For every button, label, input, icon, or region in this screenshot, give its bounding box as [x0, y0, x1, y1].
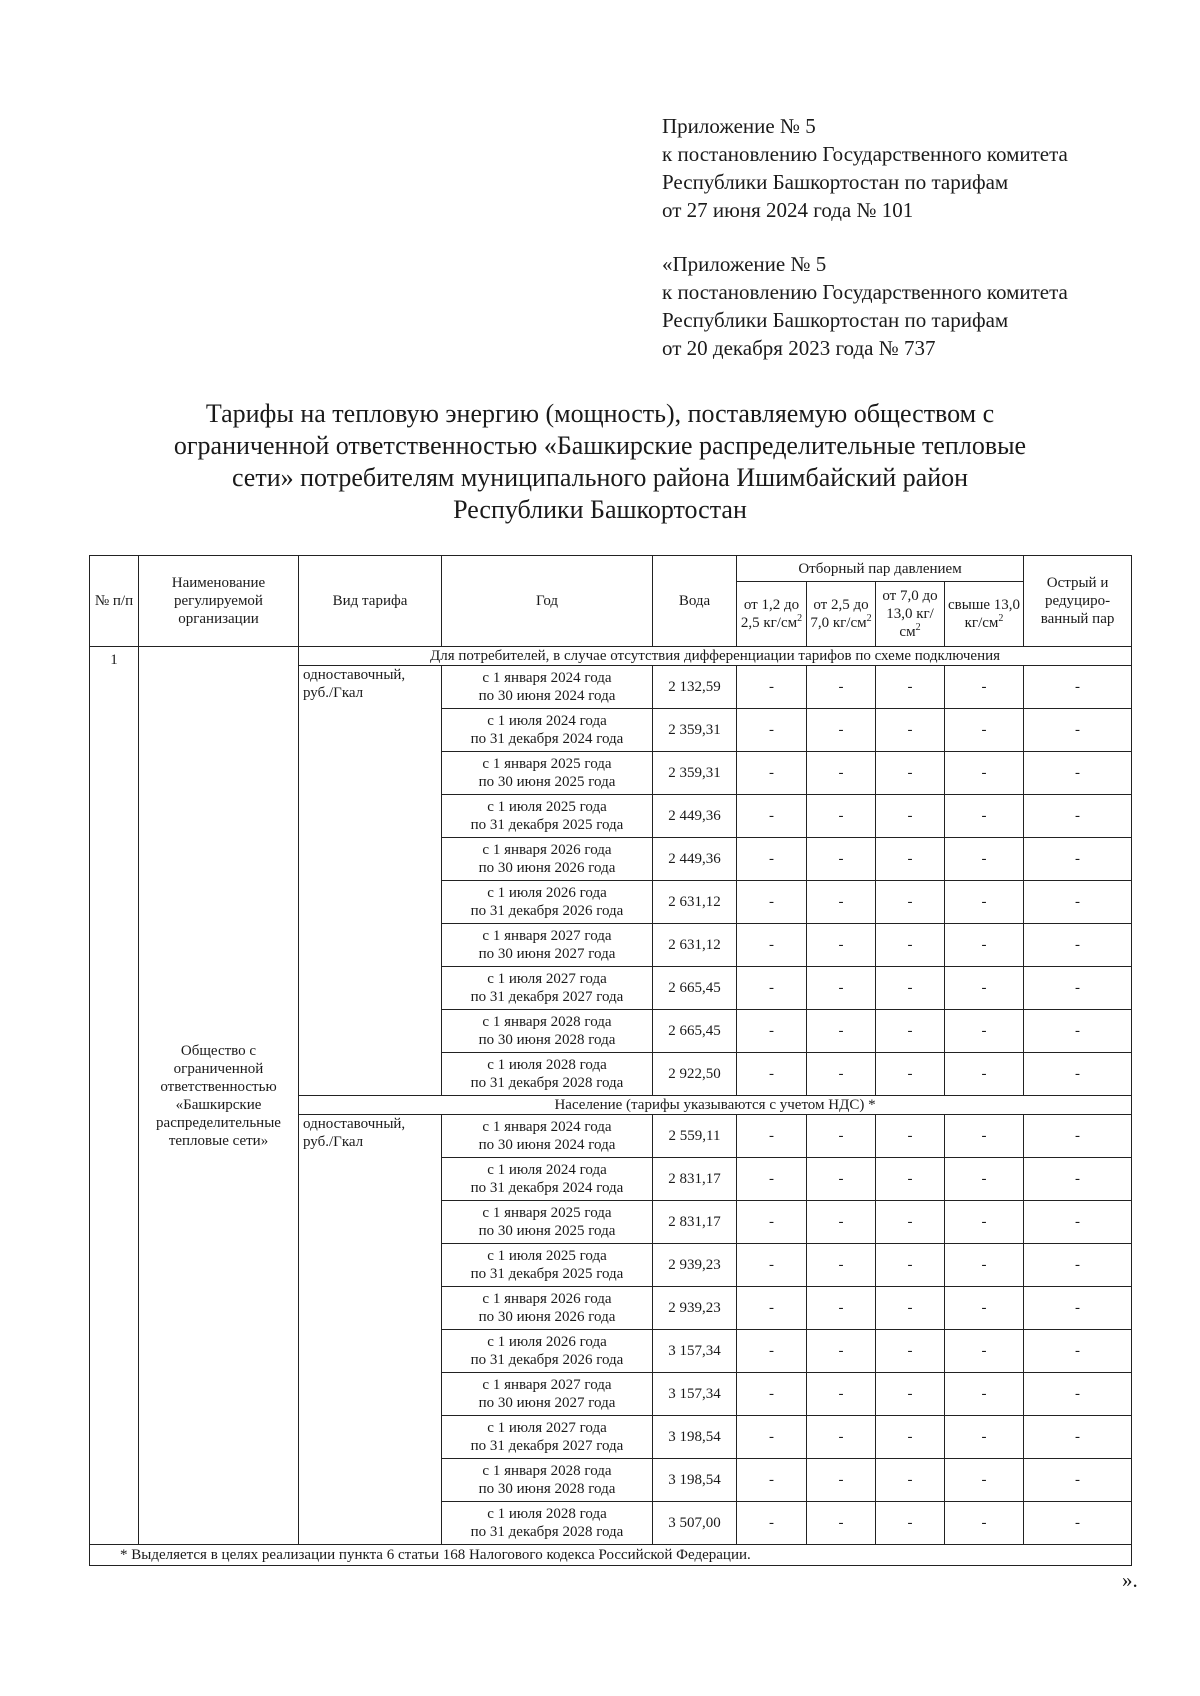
dash-cell: - — [945, 1416, 1024, 1459]
dash-cell: - — [876, 1373, 945, 1416]
dash-cell: - — [737, 924, 807, 967]
dash-cell: - — [945, 1459, 1024, 1502]
dash-cell: - — [807, 666, 876, 709]
dash-cell: - — [737, 838, 807, 881]
period-end: по 30 июня 2024 года — [478, 688, 616, 704]
water-tariff: 3 157,34 — [653, 1330, 737, 1373]
water-tariff: 2 831,17 — [653, 1201, 737, 1244]
period-start: с 1 июля 2025 года — [487, 1248, 607, 1264]
dash-cell: - — [737, 1416, 807, 1459]
dash-cell: - — [876, 709, 945, 752]
dash-cell: - — [737, 1053, 807, 1096]
water-tariff: 3 198,54 — [653, 1416, 737, 1459]
period-cell — [442, 666, 653, 709]
header-org: Наименование регулируемой организации — [139, 556, 299, 647]
water-tariff: 2 939,23 — [653, 1287, 737, 1330]
dash-cell: - — [1024, 1115, 1132, 1158]
header-tariff-type: Вид тарифа — [299, 556, 442, 647]
document-title — [0, 398, 1200, 526]
dash-cell: - — [737, 1010, 807, 1053]
dash-cell: - — [1024, 924, 1132, 967]
dash-cell: - — [737, 967, 807, 1010]
period-end: по 31 декабря 2028 года — [470, 1524, 624, 1540]
dash-cell: - — [945, 1115, 1024, 1158]
dash-cell: - — [945, 1502, 1024, 1545]
org-name: Общество с ограниченной ответственностью «Башкирские распределительные тепловые сети» — [139, 647, 299, 1545]
period-start: с 1 января 2025 года — [482, 1205, 612, 1221]
prior-appendix-line: к постановлению Государственного комитета — [662, 280, 1068, 304]
dash-cell: - — [945, 1010, 1024, 1053]
dash-cell: - — [807, 1010, 876, 1053]
dash-cell: - — [945, 1244, 1024, 1287]
period-start: с 1 июля 2027 года — [487, 1420, 607, 1436]
dash-cell: - — [1024, 709, 1132, 752]
header-steam-1: от 1,2 до 2,5 $кг/см^2$ — [737, 582, 807, 647]
dash-cell: - — [807, 1201, 876, 1244]
dash-cell: - — [737, 1459, 807, 1502]
dash-cell: - — [945, 924, 1024, 967]
dash-cell: - — [807, 752, 876, 795]
dash-cell: - — [737, 1330, 807, 1373]
period-start: с 1 января 2024 года — [482, 1119, 612, 1135]
dash-cell: - — [737, 1115, 807, 1158]
header-year: Год — [442, 556, 653, 647]
dash-cell: - — [945, 838, 1024, 881]
period-cell — [442, 1502, 653, 1545]
row-number: 1 — [90, 647, 139, 1545]
appendix-line: к постановлению Государственного комитета — [662, 142, 1068, 166]
dash-cell: - — [1024, 1201, 1132, 1244]
period-cell — [442, 1053, 653, 1096]
dash-cell: - — [1024, 752, 1132, 795]
period-end: по 31 декабря 2027 года — [470, 989, 624, 1005]
header-steam-4: свыше 13,0 $кг/см^2$ — [945, 582, 1024, 647]
dash-cell: - — [1024, 838, 1132, 881]
header-water: Вода — [653, 556, 737, 647]
dash-cell: - — [737, 752, 807, 795]
water-tariff: 2 449,36 — [653, 838, 737, 881]
water-tariff: 2 132,59 — [653, 666, 737, 709]
section-title: Население (тарифы указываются с учетом НДС) * — [299, 1096, 1132, 1115]
period-cell — [442, 1158, 653, 1201]
period-start: с 1 июля 2024 года — [487, 1162, 607, 1178]
water-tariff: 2 831,17 — [653, 1158, 737, 1201]
section-title: Для потребителей, в случае отсутствия дифференциации тарифов по схеме подключения — [299, 647, 1132, 666]
water-tariff: 3 198,54 — [653, 1459, 737, 1502]
period-end: по 31 декабря 2027 года — [470, 1438, 624, 1454]
dash-cell: - — [945, 795, 1024, 838]
period-end: по 30 июня 2025 года — [478, 774, 616, 790]
dash-cell: - — [945, 967, 1024, 1010]
period-end: по 31 декабря 2028 года — [470, 1075, 624, 1091]
dash-cell: - — [807, 709, 876, 752]
dash-cell: - — [807, 838, 876, 881]
period-start: с 1 января 2028 года — [482, 1463, 612, 1479]
dash-cell: - — [807, 1416, 876, 1459]
closing-quote: ». — [1122, 1568, 1138, 1592]
dash-cell: - — [876, 1459, 945, 1502]
period-start: с 1 июля 2024 года — [487, 713, 607, 729]
period-start: с 1 июля 2026 года — [487, 885, 607, 901]
dash-cell: - — [1024, 666, 1132, 709]
dash-cell: - — [807, 1158, 876, 1201]
dash-cell: - — [876, 838, 945, 881]
period-end: по 31 декабря 2025 года — [470, 1266, 624, 1282]
water-tariff: 2 449,36 — [653, 795, 737, 838]
dash-cell: - — [807, 795, 876, 838]
dash-cell: - — [945, 1287, 1024, 1330]
period-end: по 30 июня 2026 года — [478, 1309, 616, 1325]
tariff-type: одноставочный, руб./Гкал — [299, 1115, 442, 1545]
period-end: по 30 июня 2026 года — [478, 860, 616, 876]
dash-cell: - — [876, 1053, 945, 1096]
dash-cell: - — [945, 666, 1024, 709]
dash-cell: - — [807, 924, 876, 967]
period-end: по 30 июня 2028 года — [478, 1032, 616, 1048]
water-tariff: 2 922,50 — [653, 1053, 737, 1096]
period-cell — [442, 967, 653, 1010]
dash-cell: - — [1024, 1244, 1132, 1287]
tariff-type: одноставочный, руб./Гкал — [299, 666, 442, 1096]
dash-cell: - — [1024, 1330, 1132, 1373]
period-start: с 1 января 2027 года — [482, 928, 612, 944]
prior-appendix-line: «Приложение № 5 — [662, 252, 827, 276]
dash-cell: - — [876, 1287, 945, 1330]
dash-cell: - — [945, 1053, 1024, 1096]
dash-cell: - — [737, 795, 807, 838]
water-tariff: 2 665,45 — [653, 967, 737, 1010]
dash-cell: - — [1024, 881, 1132, 924]
dash-cell: - — [807, 967, 876, 1010]
period-cell — [442, 1201, 653, 1244]
period-cell — [442, 1010, 653, 1053]
period-cell — [442, 1373, 653, 1416]
dash-cell: - — [876, 1330, 945, 1373]
period-cell — [442, 1244, 653, 1287]
dash-cell: - — [737, 709, 807, 752]
dash-cell: - — [807, 881, 876, 924]
header-steam-group: Отборный пар давлением — [737, 556, 1024, 582]
water-tariff: 2 631,12 — [653, 924, 737, 967]
period-start: с 1 июля 2026 года — [487, 1334, 607, 1350]
header-steam-2: от 2,5 до 7,0 $кг/см^2$ — [807, 582, 876, 647]
water-tariff: 2 359,31 — [653, 709, 737, 752]
title-line: ограниченной ответственностью «Башкирские распределительные тепловые — [173, 431, 1027, 460]
dash-cell: - — [876, 752, 945, 795]
dash-cell: - — [876, 1244, 945, 1287]
appendix-line: Приложение № 5 — [662, 114, 816, 138]
period-cell — [442, 709, 653, 752]
dash-cell: - — [876, 967, 945, 1010]
period-cell — [442, 1330, 653, 1373]
dash-cell: - — [876, 1502, 945, 1545]
dash-cell: - — [876, 924, 945, 967]
prior-appendix-block — [662, 250, 1182, 362]
title-line: Республики Башкортостан — [453, 495, 747, 524]
appendix-line: Республики Башкортостан по тарифам — [662, 170, 1009, 194]
period-end: по 30 июня 2028 года — [478, 1481, 616, 1497]
period-start: с 1 июля 2027 года — [487, 971, 607, 987]
period-cell — [442, 924, 653, 967]
tariff-table — [89, 555, 1132, 1566]
dash-cell: - — [876, 881, 945, 924]
period-end: по 31 декабря 2024 года — [470, 731, 624, 747]
dash-cell: - — [945, 1373, 1024, 1416]
dash-cell: - — [737, 1373, 807, 1416]
period-start: с 1 января 2026 года — [482, 1291, 612, 1307]
period-end: по 30 июня 2024 года — [478, 1137, 616, 1153]
period-end: по 31 декабря 2025 года — [470, 817, 624, 833]
dash-cell: - — [807, 1287, 876, 1330]
dash-cell: - — [737, 1244, 807, 1287]
water-tariff: 2 359,31 — [653, 752, 737, 795]
period-start: с 1 июля 2028 года — [487, 1057, 607, 1073]
header-steam-3: от 7,0 до 13,0 $кг/см^2$ — [876, 582, 945, 647]
dash-cell: - — [1024, 1053, 1132, 1096]
period-cell — [442, 1287, 653, 1330]
dash-cell: - — [945, 1158, 1024, 1201]
footnote: * Выделяется в целях реализации пункта 6 статьи 168 Налогового кодекса Российской Федерации. — [90, 1545, 1132, 1566]
period-cell — [442, 1459, 653, 1502]
period-start: с 1 января 2026 года — [482, 842, 612, 858]
dash-cell: - — [876, 795, 945, 838]
dash-cell: - — [737, 1287, 807, 1330]
dash-cell: - — [807, 1330, 876, 1373]
dash-cell: - — [1024, 1459, 1132, 1502]
dash-cell: - — [945, 1201, 1024, 1244]
dash-cell: - — [737, 1201, 807, 1244]
period-cell — [442, 752, 653, 795]
dash-cell: - — [876, 1201, 945, 1244]
dash-cell: - — [1024, 1373, 1132, 1416]
header-sharp-steam: Острый и редуциро-ванный пар — [1024, 556, 1132, 647]
period-cell — [442, 1416, 653, 1459]
dash-cell: - — [945, 881, 1024, 924]
period-cell — [442, 1115, 653, 1158]
dash-cell: - — [876, 1416, 945, 1459]
dash-cell: - — [876, 1158, 945, 1201]
dash-cell: - — [807, 1502, 876, 1545]
prior-appendix-line: Республики Башкортостан по тарифам — [662, 308, 1009, 332]
appendix-block — [662, 112, 1182, 224]
dash-cell: - — [1024, 1010, 1132, 1053]
water-tariff: 2 631,12 — [653, 881, 737, 924]
dash-cell: - — [807, 1053, 876, 1096]
water-tariff: 3 157,34 — [653, 1373, 737, 1416]
dash-cell: - — [876, 1010, 945, 1053]
period-start: с 1 января 2025 года — [482, 756, 612, 772]
dash-cell: - — [876, 1115, 945, 1158]
period-end: по 30 июня 2025 года — [478, 1223, 616, 1239]
dash-cell: - — [807, 1244, 876, 1287]
period-start: с 1 января 2027 года — [482, 1377, 612, 1393]
dash-cell: - — [1024, 1416, 1132, 1459]
title-line: Тарифы на тепловую энергию (мощность), поставляемую обществом с — [205, 399, 995, 428]
dash-cell: - — [945, 709, 1024, 752]
period-cell — [442, 881, 653, 924]
dash-cell: - — [1024, 1287, 1132, 1330]
dash-cell: - — [1024, 967, 1132, 1010]
dash-cell: - — [737, 666, 807, 709]
dash-cell: - — [876, 666, 945, 709]
period-end: по 30 июня 2027 года — [478, 946, 616, 962]
period-end: по 31 декабря 2026 года — [470, 1352, 624, 1368]
dash-cell: - — [945, 752, 1024, 795]
dash-cell: - — [1024, 1158, 1132, 1201]
water-tariff: 2 939,23 — [653, 1244, 737, 1287]
period-cell — [442, 795, 653, 838]
appendix-line: от 27 июня 2024 года № 101 — [662, 198, 914, 222]
title-line: сети» потребителям муниципального района Ишимбайский район — [231, 463, 969, 492]
dash-cell: - — [945, 1330, 1024, 1373]
dash-cell: - — [807, 1459, 876, 1502]
period-end: по 31 декабря 2024 года — [470, 1180, 624, 1196]
prior-appendix-line: от 20 декабря 2023 года № 737 — [662, 336, 936, 360]
water-tariff: 3 507,00 — [653, 1502, 737, 1545]
dash-cell: - — [1024, 795, 1132, 838]
period-start: с 1 июля 2025 года — [487, 799, 607, 815]
dash-cell: - — [1024, 1502, 1132, 1545]
dash-cell: - — [807, 1373, 876, 1416]
dash-cell: - — [807, 1115, 876, 1158]
period-start: с 1 января 2024 года — [482, 670, 612, 686]
period-end: по 30 июня 2027 года — [478, 1395, 616, 1411]
header-num: № п/п — [90, 556, 139, 647]
period-end: по 31 декабря 2026 года — [470, 903, 624, 919]
water-tariff: 2 665,45 — [653, 1010, 737, 1053]
period-start: с 1 января 2028 года — [482, 1014, 612, 1030]
dash-cell: - — [737, 1502, 807, 1545]
period-start: с 1 июля 2028 года — [487, 1506, 607, 1522]
dash-cell: - — [737, 1158, 807, 1201]
water-tariff: 2 559,11 — [653, 1115, 737, 1158]
period-cell — [442, 838, 653, 881]
dash-cell: - — [737, 881, 807, 924]
